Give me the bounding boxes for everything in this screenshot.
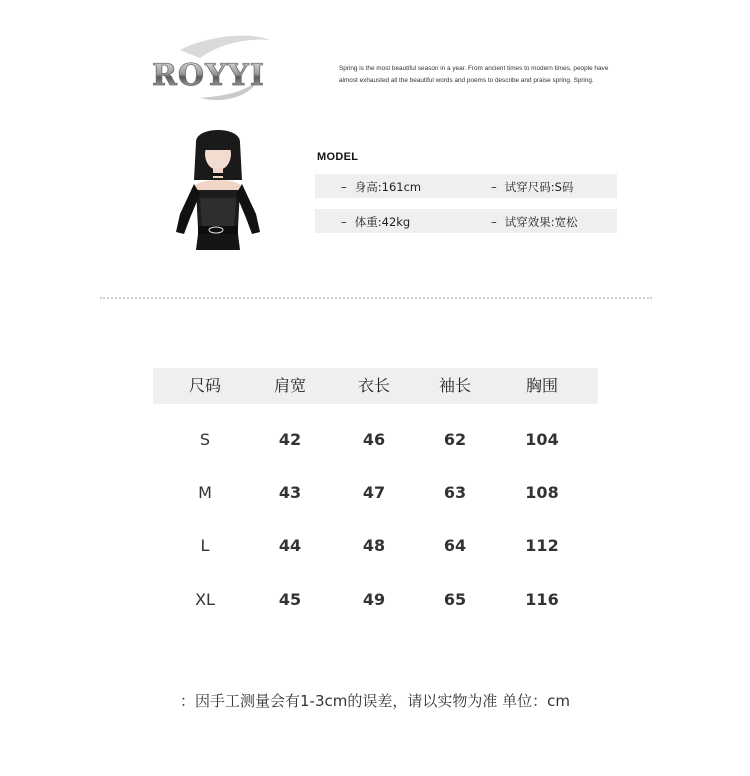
size-cell: L (200, 536, 210, 555)
header-sleeve: 袖长 (438, 376, 471, 395)
table-row (153, 590, 598, 610)
model-weight (341, 214, 410, 230)
section-divider (100, 297, 652, 299)
chest-cell: 104 (525, 430, 559, 449)
model-height-text: 身高:161cm (354, 180, 422, 194)
sleeve-cell: 63 (443, 483, 467, 502)
model-photo (158, 128, 278, 250)
length-cell: 46 (362, 430, 386, 449)
shoulder-cell: 45 (278, 590, 302, 609)
length-cell: 47 (362, 483, 386, 502)
tagline-line-2: almost exhausted all the beautiful words and poems to describe and praise spring. Spring. (339, 77, 594, 84)
size-cell: XL (195, 590, 215, 609)
header-shoulder: 肩宽 (273, 376, 306, 395)
spec-dash: – (341, 180, 347, 194)
spec-dash: – (491, 180, 497, 194)
size-cell: M (198, 483, 212, 502)
measurement-footnote: ：因手工测量会有1-3cm的误差，请以实物为准 单位：cm (180, 692, 570, 710)
length-cell: 48 (362, 536, 386, 555)
tagline-line-1: Spring is the most beautiful season in a year. From ancient times to modern times, people have (339, 65, 609, 72)
header-size: 尺码 (188, 376, 221, 395)
sleeve-cell: 62 (443, 430, 467, 449)
model-fit-effect-text: 试穿效果:宽松 (504, 215, 578, 229)
header-length: 衣长 (357, 376, 390, 395)
spec-dash: – (491, 215, 497, 229)
brand-logo-graphic (140, 30, 290, 105)
chest-cell: 108 (525, 483, 559, 502)
model-figure (158, 128, 278, 250)
size-chart-header (153, 368, 598, 404)
model-try-size-text: 试穿尺码:S码 (504, 180, 574, 194)
sleeve-cell: 64 (443, 536, 467, 555)
table-row (153, 483, 598, 503)
model-weight-text: 体重:42kg (354, 215, 411, 229)
shoulder-cell: 43 (278, 483, 302, 502)
header-chest: 胸围 (525, 376, 558, 395)
table-row (153, 430, 598, 450)
spec-dash: – (341, 215, 347, 229)
length-cell: 49 (362, 590, 386, 609)
table-row (153, 536, 598, 556)
model-try-size (491, 179, 573, 195)
model-fit-effect (491, 214, 578, 230)
shoulder-cell: 44 (278, 536, 302, 555)
chest-cell: 116 (525, 590, 559, 609)
model-spec-row-2 (315, 209, 617, 233)
brand-logo (140, 30, 290, 105)
brand-tagline (339, 63, 629, 87)
model-section-title: MODEL (317, 151, 359, 163)
model-spec-row-1 (315, 174, 617, 198)
size-cell: S (199, 430, 211, 449)
model-height (341, 179, 421, 195)
svg-text:ROYYI: ROYYI (152, 58, 265, 93)
chest-cell: 112 (525, 536, 559, 555)
shoulder-cell: 42 (278, 430, 302, 449)
sleeve-cell: 65 (443, 590, 467, 609)
